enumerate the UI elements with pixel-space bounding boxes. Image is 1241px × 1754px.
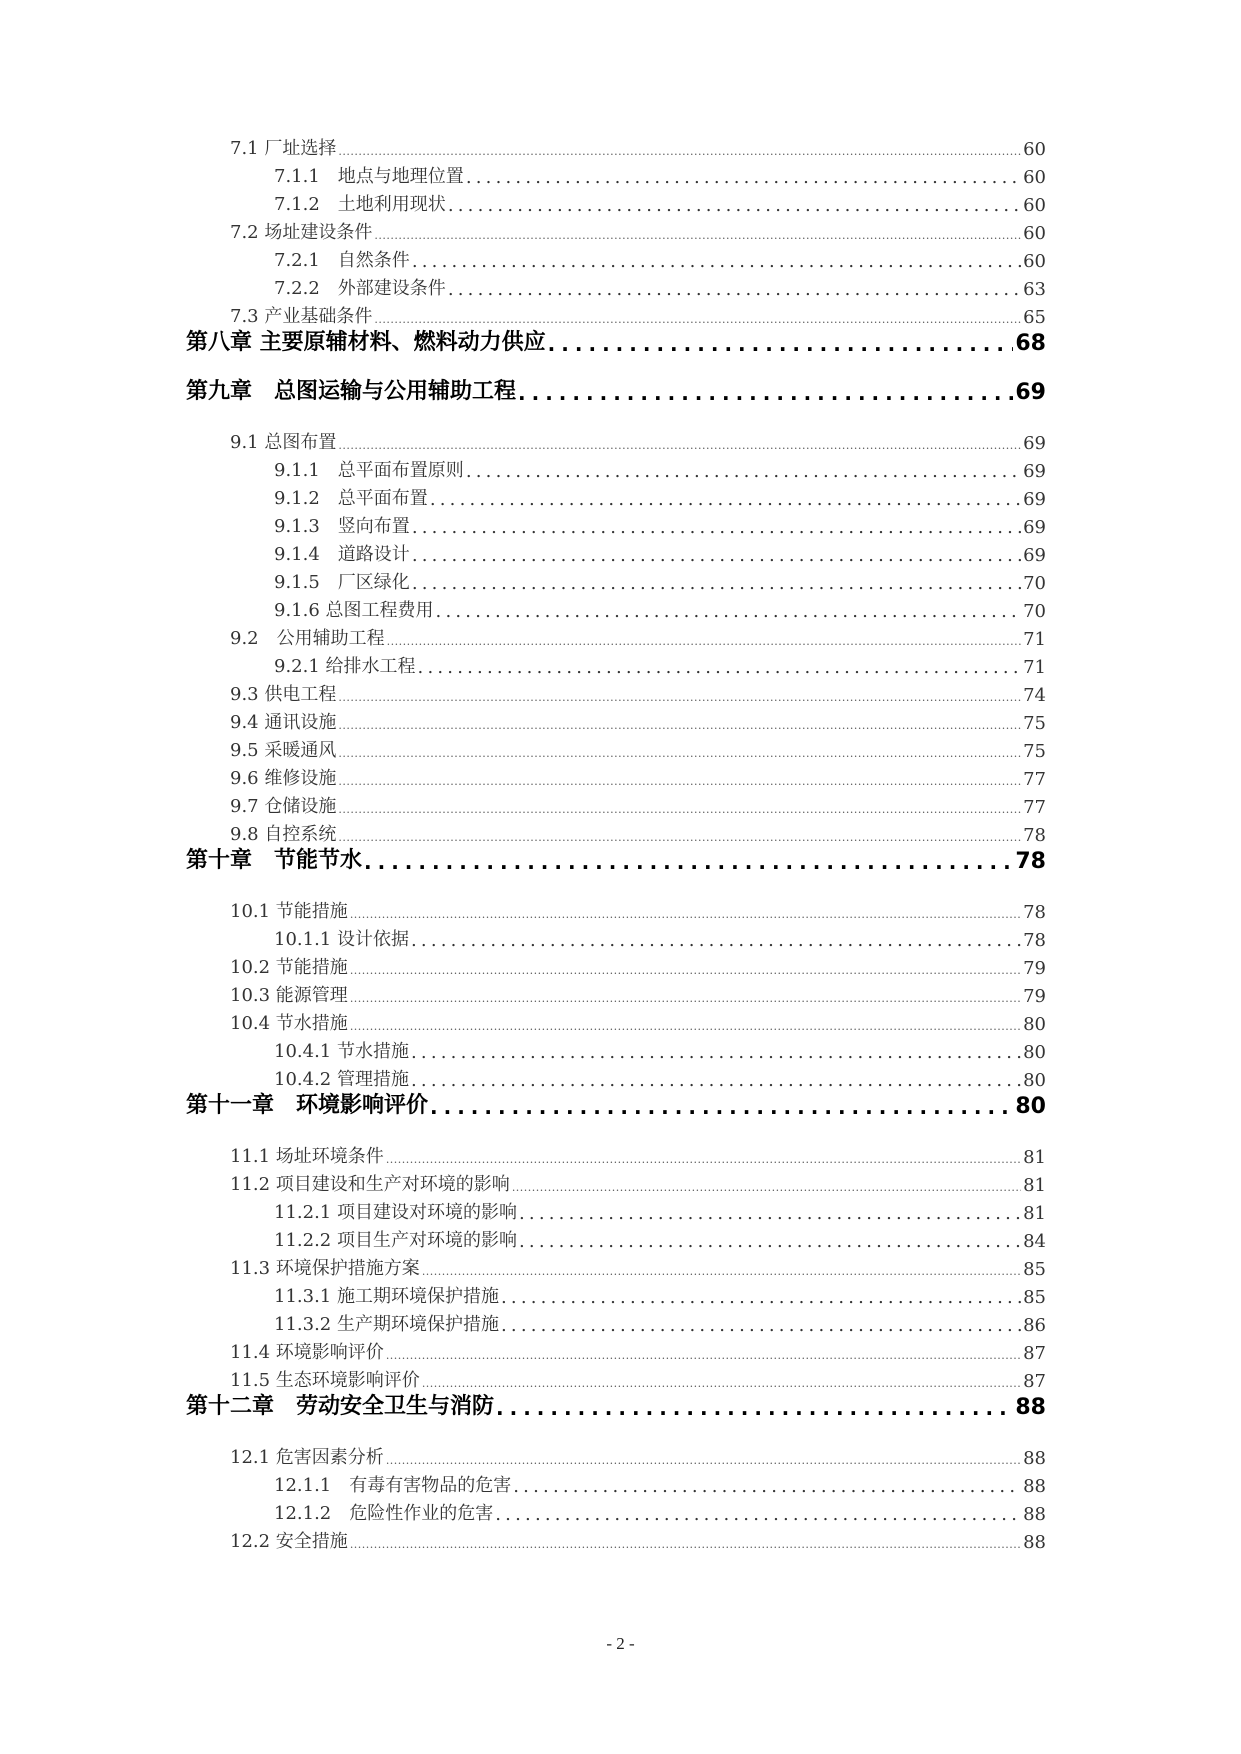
toc-leader-dots: [496, 1396, 1013, 1420]
toc-entry[interactable]: [230, 136, 1046, 160]
toc-entry-page: 60: [1023, 139, 1046, 160]
toc-entry[interactable]: [274, 542, 1046, 566]
toc-entry[interactable]: [274, 248, 1046, 272]
toc-leader-dots: [418, 657, 1022, 678]
toc-entry[interactable]: [230, 1529, 1046, 1553]
toc-entry[interactable]: [274, 1228, 1046, 1252]
toc-leader-dots: [518, 381, 1013, 405]
toc-leader-dots: [350, 907, 1021, 923]
toc-entry-title: 第十二章 劳动安全卫生与消防: [186, 1394, 495, 1419]
toc-entry-page: 88: [1023, 1448, 1046, 1469]
toc-leader-dots: [430, 1095, 1013, 1119]
toc-leader-dots: [519, 1203, 1021, 1224]
toc-entry-page: 81: [1023, 1203, 1046, 1224]
toc-entry[interactable]: [230, 1445, 1046, 1469]
toc-entry-page: 63: [1023, 279, 1046, 300]
toc-entry-title: 9.1.6 总图工程费用: [274, 600, 434, 621]
toc-leader-dots: [501, 1315, 1021, 1336]
toc-entry[interactable]: [274, 1039, 1046, 1063]
toc-leader-dots: [501, 1287, 1021, 1308]
toc-entry-page: 78: [1023, 902, 1046, 923]
toc-entry[interactable]: [230, 1144, 1046, 1168]
toc-entry-page: 81: [1023, 1147, 1046, 1168]
toc-entry-page: 87: [1023, 1371, 1046, 1392]
toc-entry-page: 85: [1023, 1287, 1046, 1308]
toc-leader-dots: [513, 1476, 1021, 1497]
toc-leader-dots: [338, 746, 1021, 762]
toc-entry-title: 9.2 公用辅助工程: [230, 628, 385, 649]
toc-entry[interactable]: [230, 682, 1046, 706]
toc-leader-dots: [386, 1453, 1021, 1469]
toc-entry-title: 7.1 厂址选择: [230, 138, 337, 159]
toc-entry-title: 第八章 主要原辅材料、燃料动力供应: [186, 330, 546, 355]
toc-entry-page: 88: [1023, 1476, 1046, 1497]
toc-entry-title: 11.5 生态环境影响评价: [230, 1370, 420, 1391]
toc-entry-page: 70: [1023, 601, 1046, 622]
toc-entry-title: 10.1.1 设计依据: [274, 929, 409, 950]
toc-entry-page: 75: [1023, 713, 1046, 734]
toc-entry-page: 69: [1023, 545, 1046, 566]
toc-leader-dots: [350, 963, 1021, 979]
toc-entry-title: 7.3 产业基础条件: [230, 306, 373, 327]
toc-entry-title: 9.1.2 总平面布置: [274, 488, 428, 509]
toc-entry-title: 9.6 维修设施: [230, 768, 337, 789]
toc-entry-title: 11.2 项目建设和生产对环境的影响: [230, 1174, 510, 1195]
toc-entry-title: 12.2 安全措施: [230, 1531, 348, 1552]
toc-entry-title: 第九章 总图运输与公用辅助工程: [186, 379, 517, 404]
toc-entry-title: 9.7 仓储设施: [230, 796, 337, 817]
toc-chapter[interactable]: [186, 1089, 1046, 1119]
toc-entry-page: 80: [1015, 1094, 1046, 1119]
toc-entry-page: 85: [1023, 1259, 1046, 1280]
toc-leader-dots: [422, 1264, 1021, 1280]
toc-entry-title: 9.1.1 总平面布置原则: [274, 460, 464, 481]
toc-entry-title: 12.1.2 危险性作业的危害: [274, 1503, 494, 1524]
toc-leader-dots: [466, 461, 1021, 482]
toc-entry[interactable]: [274, 1284, 1046, 1308]
toc-entry[interactable]: [274, 1312, 1046, 1336]
toc-entry-page: 86: [1023, 1315, 1046, 1336]
toc-entry-title: 7.2.2 外部建设条件: [274, 278, 446, 299]
toc-entry[interactable]: [274, 1473, 1046, 1497]
toc-entry-page: 88: [1015, 1395, 1046, 1420]
toc-entry-title: 9.3 供电工程: [230, 684, 337, 705]
toc-entry[interactable]: [274, 486, 1046, 510]
toc-entry-page: 88: [1023, 1532, 1046, 1553]
toc-entry-title: 12.1 危害因素分析: [230, 1447, 384, 1468]
toc-leader-dots: [338, 802, 1021, 818]
toc-leader-dots: [512, 1180, 1021, 1196]
toc-entry-page: 75: [1023, 741, 1046, 762]
toc-leader-dots: [448, 279, 1021, 300]
toc-entry-page: 69: [1023, 489, 1046, 510]
toc-leader-dots: [338, 774, 1021, 790]
toc-leader-dots: [338, 144, 1021, 160]
toc-entry-page: 65: [1023, 307, 1046, 328]
toc-entry[interactable]: [274, 598, 1046, 622]
toc-entry[interactable]: [230, 1172, 1046, 1196]
toc-entry-title: 11.3.1 施工期环境保护措施: [274, 1286, 499, 1307]
toc-entry-title: 11.3.2 生产期环境保护措施: [274, 1314, 499, 1335]
toc-entry-title: 第十一章 环境影响评价: [186, 1093, 429, 1118]
toc-entry-title: 11.2.2 项目生产对环境的影响: [274, 1230, 517, 1251]
toc-entry[interactable]: [274, 1200, 1046, 1224]
toc-entry[interactable]: [274, 164, 1046, 188]
toc-entry[interactable]: [230, 220, 1046, 244]
toc-leader-dots: [519, 1231, 1021, 1252]
toc-entry-page: 80: [1023, 1070, 1046, 1091]
toc-entry[interactable]: [274, 192, 1046, 216]
toc-entry[interactable]: [230, 794, 1046, 818]
toc-entry-title: 10.3 能源管理: [230, 985, 348, 1006]
toc-entry-page: 80: [1023, 1014, 1046, 1035]
toc-entry-title: 7.2.1 自然条件: [274, 250, 410, 271]
toc-entry-page: 71: [1023, 657, 1046, 678]
toc-entry-title: 11.4 环境影响评价: [230, 1342, 384, 1363]
toc-entry[interactable]: [230, 1256, 1046, 1280]
toc-chapter[interactable]: [186, 1390, 1046, 1420]
toc-leader-dots: [448, 195, 1021, 216]
toc-entry-title: 9.2.1 给排水工程: [274, 656, 416, 677]
toc-entry-title: 7.1.2 土地利用现状: [274, 194, 446, 215]
toc-entry-title: 11.3 环境保护措施方案: [230, 1258, 420, 1279]
toc-leader-dots: [386, 1348, 1021, 1364]
toc-entry[interactable]: [230, 1011, 1046, 1035]
toc-entry-title: 第十章 节能节水: [186, 848, 363, 873]
toc-entry[interactable]: [230, 738, 1046, 762]
toc-entry[interactable]: [274, 1501, 1046, 1525]
toc-leader-dots: [338, 718, 1021, 734]
toc-entry-page: 79: [1023, 986, 1046, 1007]
toc-entry-title: 11.1 场址环境条件: [230, 1146, 384, 1167]
toc-leader-dots: [411, 1042, 1021, 1063]
toc-entry-page: 78: [1023, 825, 1046, 846]
toc-chapter[interactable]: [186, 844, 1046, 874]
toc-entry-title: 12.1.1 有毒有害物品的危害: [274, 1475, 512, 1496]
toc-entry-page: 79: [1023, 958, 1046, 979]
toc-entry-page: 78: [1015, 849, 1046, 874]
toc-entry[interactable]: [274, 927, 1046, 951]
toc-entry-title: 7.2 场址建设条件: [230, 222, 373, 243]
toc-entry[interactable]: [230, 766, 1046, 790]
toc-entry-title: 7.1.1 地点与地理位置: [274, 166, 464, 187]
toc-leader-dots: [495, 1504, 1021, 1525]
toc-leader-dots: [548, 332, 1014, 356]
toc-entry-title: 9.1 总图布置: [230, 432, 337, 453]
toc-entry-page: 60: [1023, 223, 1046, 244]
toc-leader-dots: [338, 438, 1021, 454]
toc-entry[interactable]: [230, 710, 1046, 734]
toc-entry[interactable]: [274, 514, 1046, 538]
toc-entry-page: 81: [1023, 1175, 1046, 1196]
toc-entry-page: 71: [1023, 629, 1046, 650]
page-number: - 2 -: [606, 1634, 635, 1653]
toc-leader-dots: [350, 1537, 1021, 1553]
toc-entry[interactable]: [230, 430, 1046, 454]
toc-entry[interactable]: [274, 276, 1046, 300]
toc-entry[interactable]: [230, 899, 1046, 923]
toc-chapter[interactable]: [186, 375, 1046, 405]
toc-entry-page: 68: [1015, 331, 1046, 356]
toc-entry-title: 10.1 节能措施: [230, 901, 348, 922]
toc-leader-dots: [412, 251, 1021, 272]
toc-entry-title: 10.4.2 管理措施: [274, 1069, 409, 1090]
toc-entry-page: 74: [1023, 685, 1046, 706]
toc-entry-title: 9.1.3 竖向布置: [274, 516, 410, 537]
toc-leader-dots: [436, 601, 1022, 622]
toc-entry-page: 80: [1023, 1042, 1046, 1063]
toc-leader-dots: [364, 850, 1013, 874]
toc-leader-dots: [338, 690, 1021, 706]
toc-entry-title: 10.2 节能措施: [230, 957, 348, 978]
toc-entry-page: 60: [1023, 195, 1046, 216]
toc-leader-dots: [412, 573, 1021, 594]
toc-entry-page: 77: [1023, 797, 1046, 818]
toc-leader-dots: [387, 634, 1021, 650]
toc-entry-page: 69: [1023, 461, 1046, 482]
toc-entry-title: 10.4.1 节水措施: [274, 1041, 409, 1062]
toc-entry-title: 9.1.5 厂区绿化: [274, 572, 410, 593]
toc-entry[interactable]: [230, 955, 1046, 979]
toc-entry-title: 9.8 自控系统: [230, 824, 337, 845]
toc-entry-page: 70: [1023, 573, 1046, 594]
toc-entry[interactable]: [274, 654, 1046, 678]
toc-entry[interactable]: [274, 570, 1046, 594]
toc-leader-dots: [350, 991, 1021, 1007]
toc-chapter[interactable]: [186, 326, 1046, 356]
toc-leader-dots: [412, 517, 1021, 538]
toc-leader-dots: [466, 167, 1021, 188]
toc-entry-page: 60: [1023, 167, 1046, 188]
toc-leader-dots: [411, 930, 1021, 951]
toc-leader-dots: [386, 1152, 1021, 1168]
toc-entry-title: 9.5 采暖通风: [230, 740, 337, 761]
toc-entry-title: 11.2.1 项目建设对环境的影响: [274, 1202, 517, 1223]
toc-leader-dots: [374, 228, 1021, 244]
toc-entry[interactable]: [230, 1340, 1046, 1364]
toc-entry-title: 9.4 通讯设施: [230, 712, 337, 733]
toc-leader-dots: [412, 545, 1021, 566]
toc-entry[interactable]: [274, 458, 1046, 482]
toc-entry-page: 69: [1023, 433, 1046, 454]
toc-entry-page: 78: [1023, 930, 1046, 951]
toc-entry-title: 10.4 节水措施: [230, 1013, 348, 1034]
toc-entry-page: 88: [1023, 1504, 1046, 1525]
toc-entry[interactable]: [230, 983, 1046, 1007]
toc-leader-dots: [411, 1070, 1021, 1091]
toc-entry-page: 77: [1023, 769, 1046, 790]
toc-leader-dots: [350, 1019, 1021, 1035]
toc-entry-page: 60: [1023, 251, 1046, 272]
toc-entry-page: 87: [1023, 1343, 1046, 1364]
toc-entry-page: 84: [1023, 1231, 1046, 1252]
toc-entry-page: 69: [1023, 517, 1046, 538]
toc-leader-dots: [430, 489, 1021, 510]
toc-entry[interactable]: [230, 626, 1046, 650]
toc-entry-page: 69: [1015, 380, 1046, 405]
toc-entry-title: 9.1.4 道路设计: [274, 544, 410, 565]
